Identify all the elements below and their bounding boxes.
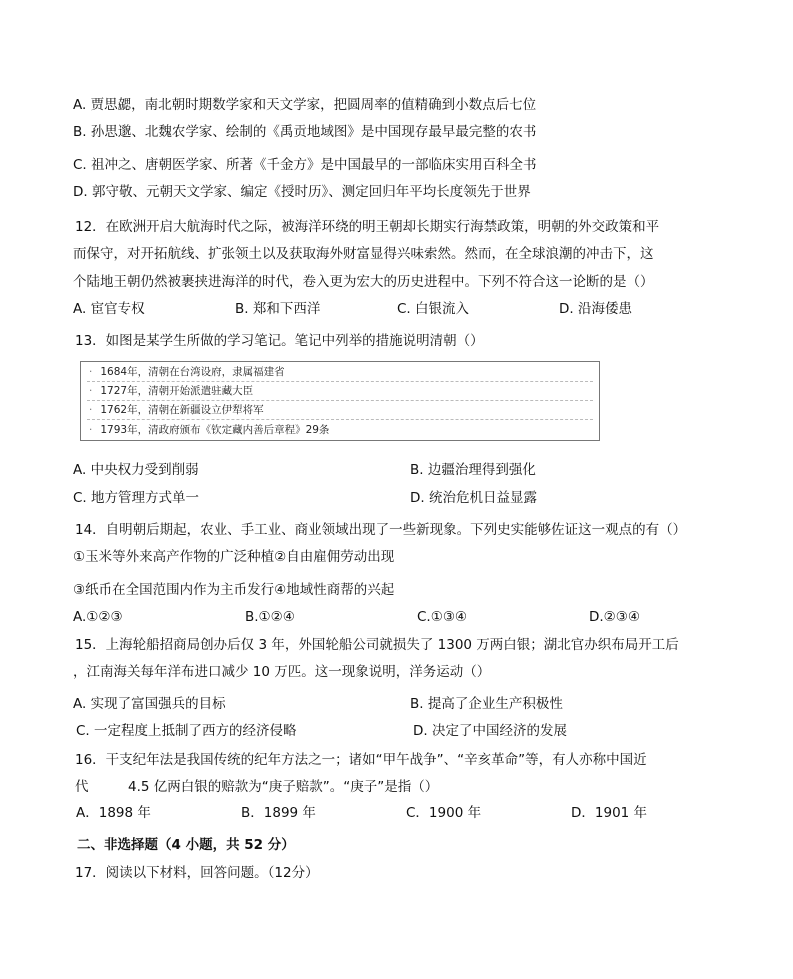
note-divider (87, 381, 593, 382)
bullet-dot-icon: · (89, 385, 93, 397)
q11-option-b: B. 孙思邈、北魏农学家、绘制的《禹贡地域图》是中国现存最早最完整的农书 (73, 124, 537, 140)
q11-option-c: C. 祖冲之、唐朝医学家、所著《千金方》是中国最早的一部临床实用百科全书 (73, 157, 537, 173)
q15-stem-line-2: ，江南海关每年洋布进口减少 10 万匹。这一现象说明，洋务运动（） (73, 664, 491, 680)
note-item (89, 383, 253, 399)
q15-options-row-2 (73, 721, 753, 741)
q12-stem-line-2: 而保守，对开拓航线、扩张领土以及获取海外财富显得兴味索然。然而，在全球浪潮的冲击下，这 (73, 246, 654, 262)
q14-items-line-1: ①玉米等外来高产作物的广泛种植②自由雇佣劳动出现 (73, 549, 395, 565)
q13-option-d: D. 统治危机日益显露 (410, 490, 537, 506)
q15-option-c: C. 一定程度上抵制了西方的经济侵略 (76, 723, 297, 739)
q12-option-b: B. 郑和下西洋 (235, 301, 321, 317)
q16-option-b: B．1899 年 (241, 805, 316, 821)
q12-option-c: C. 白银流入 (397, 301, 470, 317)
q17-stem: 17．阅读以下材料，回答问题。（12分） (75, 865, 319, 881)
note-divider (87, 419, 593, 420)
note-item (89, 422, 329, 438)
q13-option-c: C. 地方管理方式单一 (73, 490, 200, 506)
q12-options (73, 299, 753, 319)
q16-option-c: C．1900 年 (406, 805, 482, 821)
q13-option-b: B. 边疆治理得到强化 (410, 462, 536, 478)
note-text: 1762年，清朝在新疆设立伊犁将军 (100, 404, 264, 416)
q13-stem: 13．如图是某学生所做的学习笔记。笔记中列举的措施说明清朝（） (75, 333, 484, 349)
q12-option-a: A. 宦官专权 (73, 301, 145, 317)
note-text: 1727年，清朝开始派遣驻藏大臣 (100, 385, 254, 397)
q15-option-b: B. 提高了企业生产积极性 (410, 696, 563, 712)
q15-stem-line-1: 15．上海轮船招商局创办后仅 3 年，外国轮船公司就损失了 1300 万两白银；湖北官办织布局开工后 (75, 637, 679, 653)
bullet-dot-icon: · (89, 424, 93, 436)
q16-stem-line-1: 16．干支纪年法是我国传统的纪年方法之一；诸如“甲午战争”、“辛亥革命”等，有人亦称中国近 (75, 752, 647, 768)
q16-stem-line-2: 4.5 亿两白银的赔款为“庚子赔款”。“庚子”是指（） (128, 779, 439, 795)
q14-options (73, 607, 753, 627)
q11-option-a: A. 贾思勰，南北朝时期数学家和天文学家，把圆周率的值精确到小数点后七位 (73, 97, 537, 113)
q12-stem-line-3: 个陆地王朝仍然被裹挟进海洋的时代，卷入更为宏大的历史进程中。下列不符合这一论断的是（） (73, 274, 654, 290)
q16-option-d: D．1901 年 (571, 805, 648, 821)
q11-option-d: D. 郭守敬、元朝天文学家、编定《授时历》、测定回归年平均长度领先于世界 (73, 184, 531, 200)
bullet-dot-icon: · (89, 404, 93, 416)
section-heading: 二、非选择题（4 小题，共 52 分） (77, 837, 295, 853)
q16-option-a: A．1898 年 (76, 805, 151, 821)
q15-options-row-1 (73, 694, 753, 714)
q14-stem: 14．自明朝后期起，农业、手工业、商业领域出现了一些新现象。下列史实能够佐证这一观点的有（） (75, 522, 687, 538)
study-notes-box (80, 361, 600, 441)
q14-option-b: B.①②④ (245, 609, 295, 625)
q14-option-a: A.①②③ (73, 609, 123, 625)
q15-option-d: D. 决定了中国经济的发展 (413, 723, 567, 739)
q13-options-row-1 (73, 460, 753, 480)
note-item (89, 402, 264, 418)
q14-option-c: C.①③④ (417, 609, 468, 625)
q14-items-line-2: ③纸币在全国范围内作为主币发行④地域性商帮的兴起 (73, 582, 395, 598)
note-item (89, 364, 285, 380)
q12-stem-line-1: 12．在欧洲开启大航海时代之际，被海洋环绕的明王朝却长期实行海禁政策，明朝的外交政策和平 (75, 219, 660, 235)
note-text: 1684年，清朝在台湾设府，隶属福建省 (100, 366, 285, 378)
note-text: 1793年，清政府颁布《钦定藏内善后章程》29条 (100, 424, 330, 436)
q15-option-a: A. 实现了富国强兵的目标 (73, 696, 226, 712)
q14-option-d: D.②③④ (589, 609, 640, 625)
q13-options-row-2 (73, 488, 753, 508)
q13-option-a: A. 中央权力受到削弱 (73, 462, 199, 478)
bullet-dot-icon: · (89, 366, 93, 378)
note-divider (87, 400, 593, 401)
q12-option-d: D. 沿海倭患 (559, 301, 632, 317)
q16-stem-line-2-start: 代 (75, 779, 89, 795)
q16-options (73, 803, 753, 823)
